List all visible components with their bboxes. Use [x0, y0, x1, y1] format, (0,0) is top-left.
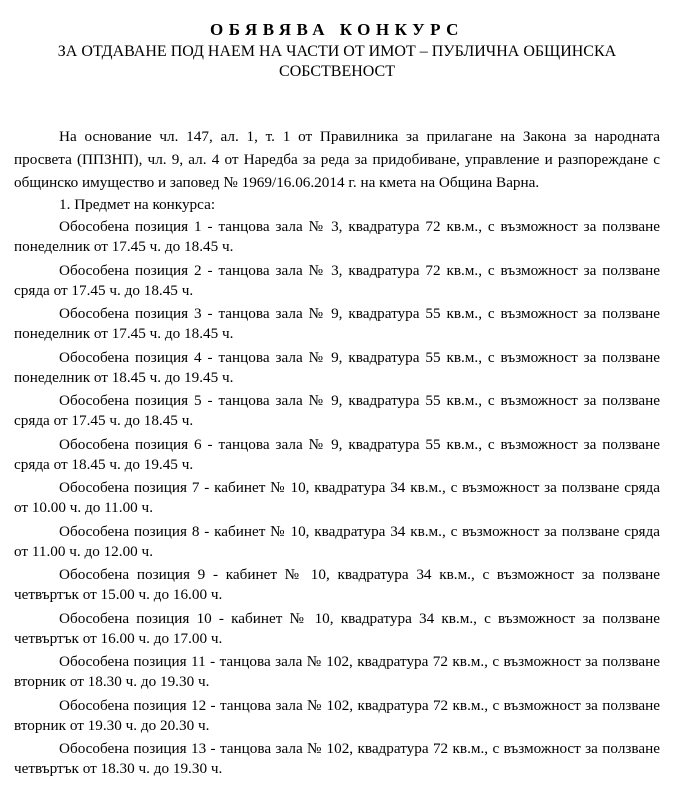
position-item: Обособена позиция 2 - танцова зала № 3, квадратура 72 кв.м., с възможност за ползване сряда от 17.45 ч. до 18.45 ч. [14, 261, 660, 299]
position-item: Обособена позиция 3 - танцова зала № 9, квадратура 55 кв.м., с възможност за ползване понеделник от 17.45 ч. до 18.45 ч. [14, 305, 660, 343]
position-item: Обособена позиция 6 - танцова зала № 9, квадратура 55 кв.м., с възможност за ползване сряда от 18.45 ч. до 19.45 ч. [14, 435, 660, 473]
position-item: Обособена позиция 12 - танцова зала № 102, квадратура 72 кв.м., с възможност за ползване вторник от 19.30 ч. до 20.30 ч. [14, 696, 660, 734]
position-item: Обособена позиция 8 - кабинет № 10, квадратура 34 кв.м., с възможност за ползване сряда от 11.00 ч. до 12.00 ч. [14, 522, 660, 560]
subject-heading: 1. Предмет на конкурса: [59, 196, 216, 214]
document-subtitle: ЗА ОТДАВАНЕ ПОД НАЕМ НА ЧАСТИ ОТ ИМОТ – ПУБЛИЧНА ОБЩИНСКА СОБСТВЕНОСТ [57, 43, 617, 80]
position-item: Обособена позиция 10 - кабинет № 10, квадратура 34 кв.м., с възможност за ползване четвъртък от 16.00 ч. до 17.00 ч. [14, 609, 660, 647]
position-item: Обособена позиция 1 - танцова зала № 3, квадратура 72 кв.м., с възможност за ползване понеделник от 17.45 ч. до 18.45 ч. [14, 218, 660, 256]
position-item: Обособена позиция 9 - кабинет № 10, квадратура 34 кв.м., с възможност за ползване четвъртък от 15.00 ч. до 16.00 ч. [14, 566, 660, 604]
document-title: ОБЯВЯВА КОНКУРС [210, 20, 464, 39]
document-body [14, 126, 660, 779]
position-item: Обособена позиция 13 - танцова зала № 102, квадратура 72 кв.м., с възможност за ползване четвъртък от 18.30 ч. до 19.30 ч. [14, 740, 660, 778]
position-item: Обособена позиция 4 - танцова зала № 9, квадратура 55 кв.м., с възможност за ползване понеделник от 18.45 ч. до 19.45 ч. [14, 348, 660, 386]
intro-paragraph: На основание чл. 147, ал. 1, т. 1 от Правилника за прилагане на Закона за народната просвета (ППЗНП), чл. 9, ал. 4 от Наредба за реда за придобиване, управление и разпореждане с общинско имущество и заповед № 1969/16.06.2014 г. на кмета на Община Варна. [14, 128, 660, 191]
position-item: Обособена позиция 5 - танцова зала № 9, квадратура 55 кв.м., с възможност за ползване сряда от 17.45 ч. до 18.45 ч. [14, 392, 660, 430]
position-item: Обособена позиция 7 - кабинет № 10, квадратура 34 кв.м., с възможност за ползване сряда от 10.00 ч. до 11.00 ч. [14, 479, 660, 517]
position-item: Обособена позиция 11 - танцова зала № 102, квадратура 72 кв.м., с възможност за ползване вторник от 18.30 ч. до 19.30 ч. [14, 653, 660, 691]
